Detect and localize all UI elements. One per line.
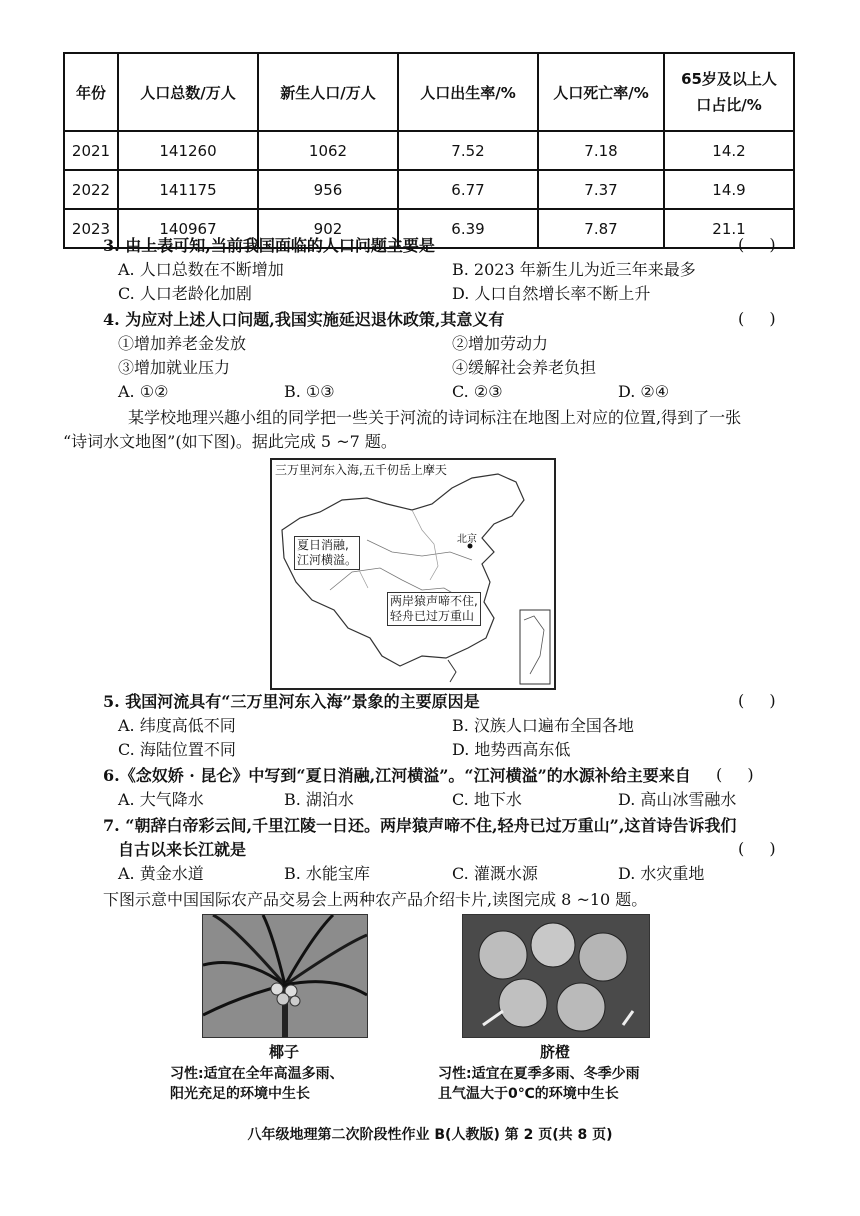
intro-5-7-line1: 某学校地理兴趣小组的同学把一些关于河流的诗词标注在地图上对应的位置,得到了一张 (128, 408, 742, 427)
map-label-kunlun-line1: 夏日消融, (297, 538, 349, 552)
table-row (64, 131, 794, 170)
table-cell: 7.18 (538, 131, 664, 170)
table-cell: 6.39 (398, 209, 538, 248)
option-a[interactable]: A. 纬度高低不同 (118, 716, 236, 735)
map-label-yangtze (387, 592, 481, 626)
table-cell: 141260 (118, 131, 258, 170)
option-a[interactable]: A. 大气降水 (118, 790, 204, 809)
option-b[interactable]: B. ①③ (284, 382, 335, 401)
china-poem-river-map (270, 458, 556, 690)
coconut-photo (202, 914, 368, 1038)
table-cell: 2021 (64, 131, 118, 170)
coconut-habit-line2: 阳光充足的环境中生长 (170, 1086, 310, 1102)
option-b[interactable]: B. 水能宝库 (284, 864, 370, 883)
coconut-habit-line1: 习性:适宜在全年高温多雨、 (170, 1066, 344, 1082)
option-d[interactable]: D. 人口自然增长率不断上升 (452, 284, 651, 303)
navel-orange-habit-line1: 习性:适宜在夏季多雨、冬季少雨 (438, 1066, 640, 1082)
population-table (63, 52, 795, 249)
question-3-stem: 3. 由上表可知,当前我国面临的人口问题主要是 (103, 236, 435, 255)
map-label-yangtze-line1: 两岸猿声啼不住, (390, 594, 478, 608)
intro-8-10: 下图示意中国国际农产品交易会上两种农产品介绍卡片,读图完成 8 ~10 题。 (103, 890, 648, 909)
table-header: 人口死亡率/% (538, 53, 664, 131)
option-b[interactable]: B. 2023 年新生儿为近三年来最多 (452, 260, 696, 279)
map-label-kunlun (294, 536, 360, 570)
navel-orange-photo (462, 914, 650, 1038)
option-c[interactable]: C. 灌溉水源 (452, 864, 538, 883)
option-d[interactable]: D. 水灾重地 (618, 864, 705, 883)
navel-orange-image (463, 915, 649, 1037)
table-header: 65岁及以上人口占比/% (664, 53, 794, 131)
china-outline-map (272, 460, 554, 688)
statement-1: ①增加养老金发放 (118, 334, 247, 353)
table-cell: 140967 (118, 209, 258, 248)
question-6-stem: 6.《念奴娇 · 昆仑》中写到“夏日消融,江河横溢”。“江河横溢”的水源补给主要来自 (103, 766, 691, 785)
option-c[interactable]: C. ②③ (452, 382, 503, 401)
question-5-stem: 5. 我国河流具有“三万里河东入海”景象的主要原因是 (103, 692, 480, 711)
table-cell: 956 (258, 170, 398, 209)
table-cell: 2023 (64, 209, 118, 248)
navel-orange-habit-line2: 且气温大于0℃的环境中生长 (438, 1086, 619, 1102)
intro-5-7-line2: “诗词水文地图”(如下图)。据此完成 5 ~7 题。 (63, 432, 397, 451)
table-cell: 14.9 (664, 170, 794, 209)
option-a[interactable]: A. 黄金水道 (118, 864, 204, 883)
statement-2: ②增加劳动力 (452, 334, 549, 353)
answer-paren[interactable]: ( ) (716, 765, 764, 784)
answer-paren[interactable]: ( ) (738, 309, 786, 328)
table-cell: 141175 (118, 170, 258, 209)
table-cell: 14.2 (664, 131, 794, 170)
question-7-stem-line2: 自古以来长江就是 (118, 840, 247, 859)
option-c[interactable]: C. 地下水 (452, 790, 522, 809)
option-a[interactable]: A. 人口总数在不断增加 (118, 260, 284, 279)
table-cell: 7.87 (538, 209, 664, 248)
table-cell: 21.1 (664, 209, 794, 248)
coconut-name: 椰子 (268, 1043, 299, 1061)
coconut-tree-image (203, 915, 367, 1037)
option-b[interactable]: B. 汉族人口遍布全国各地 (452, 716, 634, 735)
map-label-yellow-river: 三万里河东入海,五千仞岳上摩天 (275, 463, 447, 477)
table-cell: 6.77 (398, 170, 538, 209)
answer-paren[interactable]: ( ) (738, 235, 786, 254)
table-header: 人口出生率/% (398, 53, 538, 131)
option-a[interactable]: A. ①② (118, 382, 169, 401)
table-cell: 7.37 (538, 170, 664, 209)
page-footer: 八年级地理第二次阶段性作业 B(人教版) 第 2 页(共 8 页) (247, 1127, 613, 1143)
table-cell: 1062 (258, 131, 398, 170)
option-b[interactable]: B. 湖泊水 (284, 790, 354, 809)
table-row (64, 170, 794, 209)
answer-paren[interactable]: ( ) (738, 691, 786, 710)
table-cell: 2022 (64, 170, 118, 209)
option-d[interactable]: D. 地势西高东低 (452, 740, 571, 759)
option-d[interactable]: D. ②④ (618, 382, 670, 401)
question-7-stem-line1: 7. “朝辞白帝彩云间,千里江陵一日还。两岸猿声啼不住,轻舟已过万重山”,这首诗告诉我们 (103, 816, 737, 835)
table-cell: 902 (258, 209, 398, 248)
option-c[interactable]: C. 人口老龄化加剧 (118, 284, 252, 303)
navel-orange-name: 脐橙 (539, 1043, 570, 1061)
map-label-beijing: 北京 (457, 534, 477, 545)
table-cell: 7.52 (398, 131, 538, 170)
table-header: 年份 (64, 53, 118, 131)
table-header: 新生人口/万人 (258, 53, 398, 131)
question-4-stem: 4. 为应对上述人口问题,我国实施延迟退休政策,其意义有 (103, 310, 505, 329)
table-header-row (64, 53, 794, 131)
table-header: 人口总数/万人 (118, 53, 258, 131)
answer-paren[interactable]: ( ) (738, 839, 786, 858)
option-c[interactable]: C. 海陆位置不同 (118, 740, 236, 759)
statement-4: ④缓解社会养老负担 (452, 358, 597, 377)
option-d[interactable]: D. 高山冰雪融水 (618, 790, 737, 809)
map-label-yangtze-line2: 轻舟已过万重山 (390, 609, 475, 623)
statement-3: ③增加就业压力 (118, 358, 231, 377)
map-label-kunlun-line2: 江河横溢。 (297, 553, 358, 567)
